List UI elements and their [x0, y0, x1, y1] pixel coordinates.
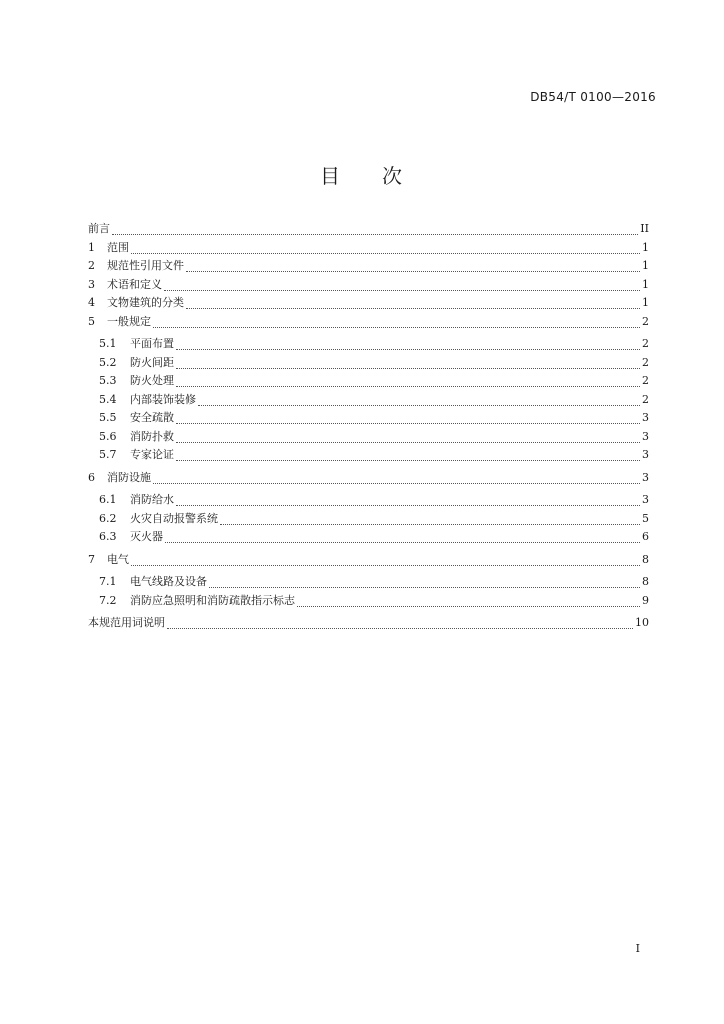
toc-entry-label: 平面布置 — [130, 337, 174, 350]
toc-entry-page: 2 — [642, 374, 649, 387]
toc-entry-page: 3 — [642, 470, 649, 484]
toc-entry-label: 防火间距 — [130, 355, 174, 369]
toc-entry[interactable] — [88, 313, 649, 332]
toc-entry-number: 5.3 — [99, 374, 117, 387]
toc-dot-leader — [153, 316, 640, 328]
toc-entry[interactable] — [88, 510, 649, 529]
toc-entry-number: 6 — [88, 470, 95, 484]
toc-entry-number: 7.1 — [99, 575, 117, 588]
toc-entry-number: 5.6 — [99, 429, 117, 443]
toc-entry-page: II — [640, 222, 649, 235]
toc-dot-leader — [186, 297, 640, 309]
toc-entry-number: 7.2 — [99, 593, 117, 607]
toc-entry-label: 灭火器 — [130, 530, 163, 543]
toc-entry-label: 安全疏散 — [130, 411, 174, 424]
toc-entry[interactable] — [88, 335, 649, 354]
toc-entry-label: 消防设施 — [107, 470, 151, 484]
toc-dot-leader — [131, 554, 640, 566]
toc-dot-leader — [165, 531, 640, 543]
toc-entry-label: 电气 — [107, 552, 129, 566]
toc-dot-leader — [176, 375, 640, 387]
toc-entry-label: 一般规定 — [107, 314, 151, 328]
toc-entry-number: 5.4 — [99, 392, 117, 406]
toc-entry-page: 3 — [642, 429, 649, 443]
toc-entry-label: 消防给水 — [130, 493, 174, 506]
toc-entry-label: 消防应急照明和消防疏散指示标志 — [130, 593, 295, 607]
toc-entry-page: 2 — [642, 392, 649, 406]
toc-entry-page: 3 — [642, 493, 649, 506]
toc-entry-page: 1 — [642, 296, 649, 309]
toc-entry[interactable] — [88, 573, 649, 592]
table-of-contents — [88, 220, 649, 633]
toc-entry[interactable] — [88, 257, 649, 276]
toc-entry-label: 消防扑救 — [130, 429, 174, 443]
toc-entry-label: 规范性引用文件 — [107, 259, 184, 272]
toc-dot-leader — [297, 595, 640, 607]
toc-entry-page: 5 — [642, 511, 649, 525]
toc-entry[interactable] — [88, 354, 649, 373]
toc-entry-label: 术语和定义 — [107, 277, 162, 291]
toc-entry[interactable] — [88, 592, 649, 611]
toc-dot-leader — [176, 494, 640, 506]
document-code: DB54/T 0100—2016 — [530, 90, 656, 104]
toc-entry-page: 8 — [642, 552, 649, 566]
toc-dot-leader — [176, 338, 640, 350]
toc-entry[interactable] — [88, 372, 649, 391]
toc-entry-number: 6.3 — [99, 530, 117, 543]
toc-entry-page: 3 — [642, 448, 649, 461]
toc-entry-label: 内部装饰装修 — [130, 392, 196, 406]
toc-dot-leader — [164, 279, 640, 291]
toc-entry-label: 火灾自动报警系统 — [130, 511, 218, 525]
toc-entry-page: 2 — [642, 314, 649, 328]
toc-dot-leader — [176, 412, 640, 424]
toc-entry[interactable] — [88, 614, 649, 633]
toc-dot-leader — [186, 260, 640, 272]
toc-entry-number: 6.1 — [99, 493, 117, 506]
toc-entry-label: 电气线路及设备 — [130, 575, 207, 588]
toc-dot-leader — [167, 617, 633, 629]
toc-entry[interactable] — [88, 220, 649, 239]
toc-dot-leader — [176, 431, 640, 443]
toc-entry-number: 3 — [88, 277, 95, 291]
toc-entry[interactable] — [88, 276, 649, 295]
toc-title-char-1: 目 — [320, 164, 342, 188]
toc-entry-number: 2 — [88, 259, 95, 272]
toc-entry[interactable] — [88, 446, 649, 465]
toc-entry[interactable] — [88, 391, 649, 410]
toc-entry-page: 1 — [642, 240, 649, 254]
toc-entry-number: 5 — [88, 314, 95, 328]
toc-entry[interactable] — [88, 469, 649, 488]
toc-dot-leader — [198, 394, 640, 406]
toc-entry[interactable] — [88, 294, 649, 313]
toc-entry[interactable] — [88, 428, 649, 447]
toc-entry-page: 10 — [635, 616, 649, 629]
toc-dot-leader — [220, 513, 640, 525]
toc-entry-label: 本规范用词说明 — [88, 616, 165, 629]
toc-entry[interactable] — [88, 239, 649, 258]
toc-entry-page: 6 — [642, 530, 649, 543]
toc-entry-number: 5.1 — [99, 337, 117, 350]
toc-entry[interactable] — [88, 528, 649, 547]
toc-entry-page: 3 — [642, 411, 649, 424]
toc-entry-number: 5.7 — [99, 448, 117, 461]
toc-entry-number: 4 — [88, 296, 95, 309]
toc-entry[interactable] — [88, 409, 649, 428]
toc-entry-page: 8 — [642, 575, 649, 588]
toc-dot-leader — [112, 223, 638, 235]
toc-dot-leader — [153, 472, 640, 484]
toc-entry-number: 6.2 — [99, 511, 117, 525]
toc-entry-label: 前言 — [88, 222, 110, 235]
toc-entry-number: 7 — [88, 552, 95, 566]
toc-dot-leader — [131, 242, 640, 254]
toc-entry-page: 2 — [642, 355, 649, 369]
toc-entry-number: 1 — [88, 240, 95, 254]
toc-entry-number: 5.5 — [99, 411, 117, 424]
toc-entry-page: 1 — [642, 259, 649, 272]
toc-title — [0, 160, 724, 189]
toc-entry[interactable] — [88, 551, 649, 570]
toc-dot-leader — [209, 576, 640, 588]
toc-dot-leader — [176, 357, 640, 369]
toc-dot-leader — [176, 449, 640, 461]
toc-entry-page: 1 — [642, 277, 649, 291]
toc-entry[interactable] — [88, 491, 649, 510]
toc-entry-label: 范围 — [107, 240, 129, 254]
toc-entry-label: 防火处理 — [130, 374, 174, 387]
toc-entry-page: 2 — [642, 337, 649, 350]
footer-page-number: I — [635, 942, 640, 955]
toc-entry-number: 5.2 — [99, 355, 117, 369]
toc-title-char-2: 次 — [382, 164, 404, 188]
toc-entry-page: 9 — [642, 593, 649, 607]
toc-entry-label: 文物建筑的分类 — [107, 296, 184, 309]
toc-entry-label: 专家论证 — [130, 448, 174, 461]
